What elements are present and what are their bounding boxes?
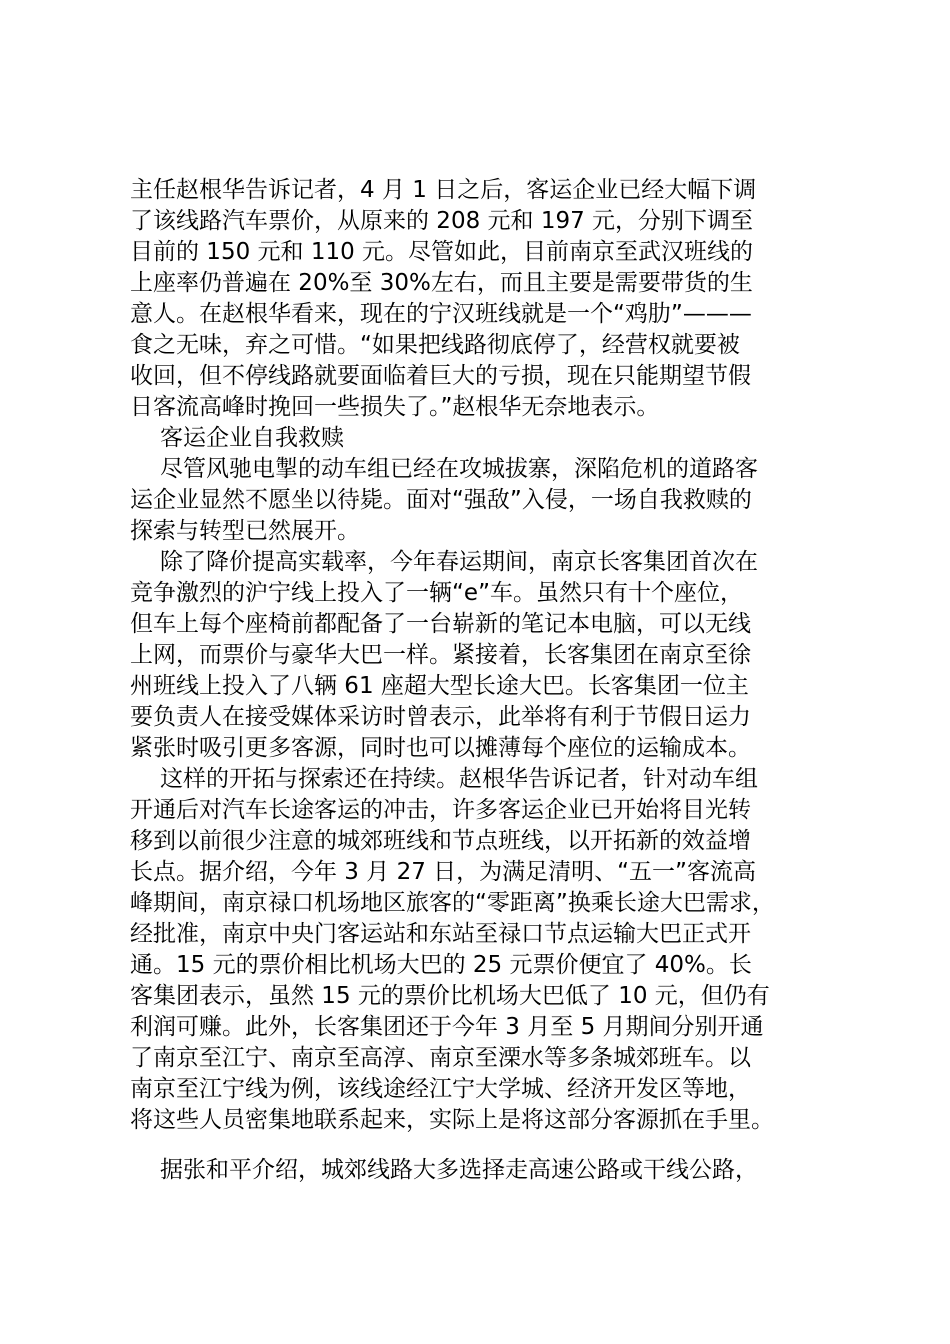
text-line: 峰期间，南京禄口机场地区旅客的“零距离”换乘长途大巴需求， — [130, 890, 775, 916]
text-line: 紧张时吸引更多客源，同时也可以摊薄每个座位的运输成本。 — [130, 735, 751, 761]
text-line: 州班线上投入了八辆 61 座超大型长途大巴。长客集团一位主 — [130, 673, 749, 699]
text-line: 意人。在赵根华看来，现在的宁汉班线就是一个“鸡肋”——— — [130, 301, 752, 327]
text-line: 移到以前很少注意的城郊班线和节点班线，以开拓新的效益增 — [130, 828, 751, 854]
text-line: 长点。据介绍，今年 3 月 27 日，为满足清明、“五一”客流高 — [130, 859, 756, 885]
text-line: 经批准，南京中央门客运站和东站至禄口节点运输大巴正式开 — [130, 921, 751, 947]
text-line: 了该线路汽车票价，从原来的 208 元和 197 元，分别下调至 — [130, 208, 754, 234]
text-line: 日客流高峰时挽回一些损失了。”赵根华无奈地表示。 — [130, 394, 660, 420]
text-line: 利润可赚。此外，长客集团还于今年 3 月至 5 月期间分别开通 — [130, 1014, 764, 1040]
text-line: 开通后对汽车长途客运的冲击，许多客运企业已开始将目光转 — [130, 797, 751, 823]
text-line: 据张和平介绍，城郊线路大多选择走高速公路或干线公路， — [160, 1157, 758, 1183]
text-line: 通。15 元的票价相比机场大巴的 25 元票价便宜了 40%。长 — [130, 952, 752, 978]
text-line: 将这些人员密集地联系起来，实际上是将这部分客源抓在手里。 — [130, 1107, 774, 1133]
section-heading: 客运企业自我救赎 — [160, 425, 344, 451]
text-line: 但车上每个座椅前都配备了一台崭新的笔记本电脑，可以无线 — [130, 611, 751, 637]
text-line: 南京至江宁线为例，该线途经江宁大学城、经济开发区等地， — [130, 1076, 751, 1102]
text-line: 要负责人在接受媒体采访时曾表示，此举将有利于节假日运力 — [130, 704, 751, 730]
text-line: 运企业显然不愿坐以待毙。面对“强敌”入侵，一场自我救赎的 — [130, 487, 752, 513]
text-line: 探索与转型已然展开。 — [130, 518, 360, 544]
text-line: 食之无味，弃之可惜。“如果把线路彻底停了，经营权就要被 — [130, 332, 740, 358]
text-line: 上座率仍普遍在 20%至 30%左右，而且主要是需要带货的生 — [130, 270, 753, 296]
text-line: 尽管风驰电掣的动车组已经在攻城拔寨，深陷危机的道路客 — [160, 456, 758, 482]
text-line: 这样的开拓与探索还在持续。赵根华告诉记者，针对动车组 — [160, 766, 758, 792]
text-line: 主任赵根华告诉记者，4 月 1 日之后，客运企业已经大幅下调 — [130, 177, 757, 203]
text-line: 客集团表示，虽然 15 元的票价比机场大巴低了 10 元，但仍有 — [130, 983, 770, 1009]
text-line: 竞争激烈的沪宁线上投入了一辆“e”车。虽然只有十个座位， — [130, 580, 743, 606]
text-line: 目前的 150 元和 110 元。尽管如此，目前南京至武汉班线的 — [130, 239, 754, 265]
text-line: 收回，但不停线路就要面临着巨大的亏损，现在只能期望节假 — [130, 363, 751, 389]
text-line: 除了降价提高实载率，今年春运期间，南京长客集团首次在 — [160, 549, 758, 575]
text-line: 了南京至江宁、南京至高淳、南京至溧水等多条城郊班车。以 — [130, 1045, 751, 1071]
text-line: 上网，而票价与豪华大巴一样。紧接着，长客集团在南京至徐 — [130, 642, 751, 668]
